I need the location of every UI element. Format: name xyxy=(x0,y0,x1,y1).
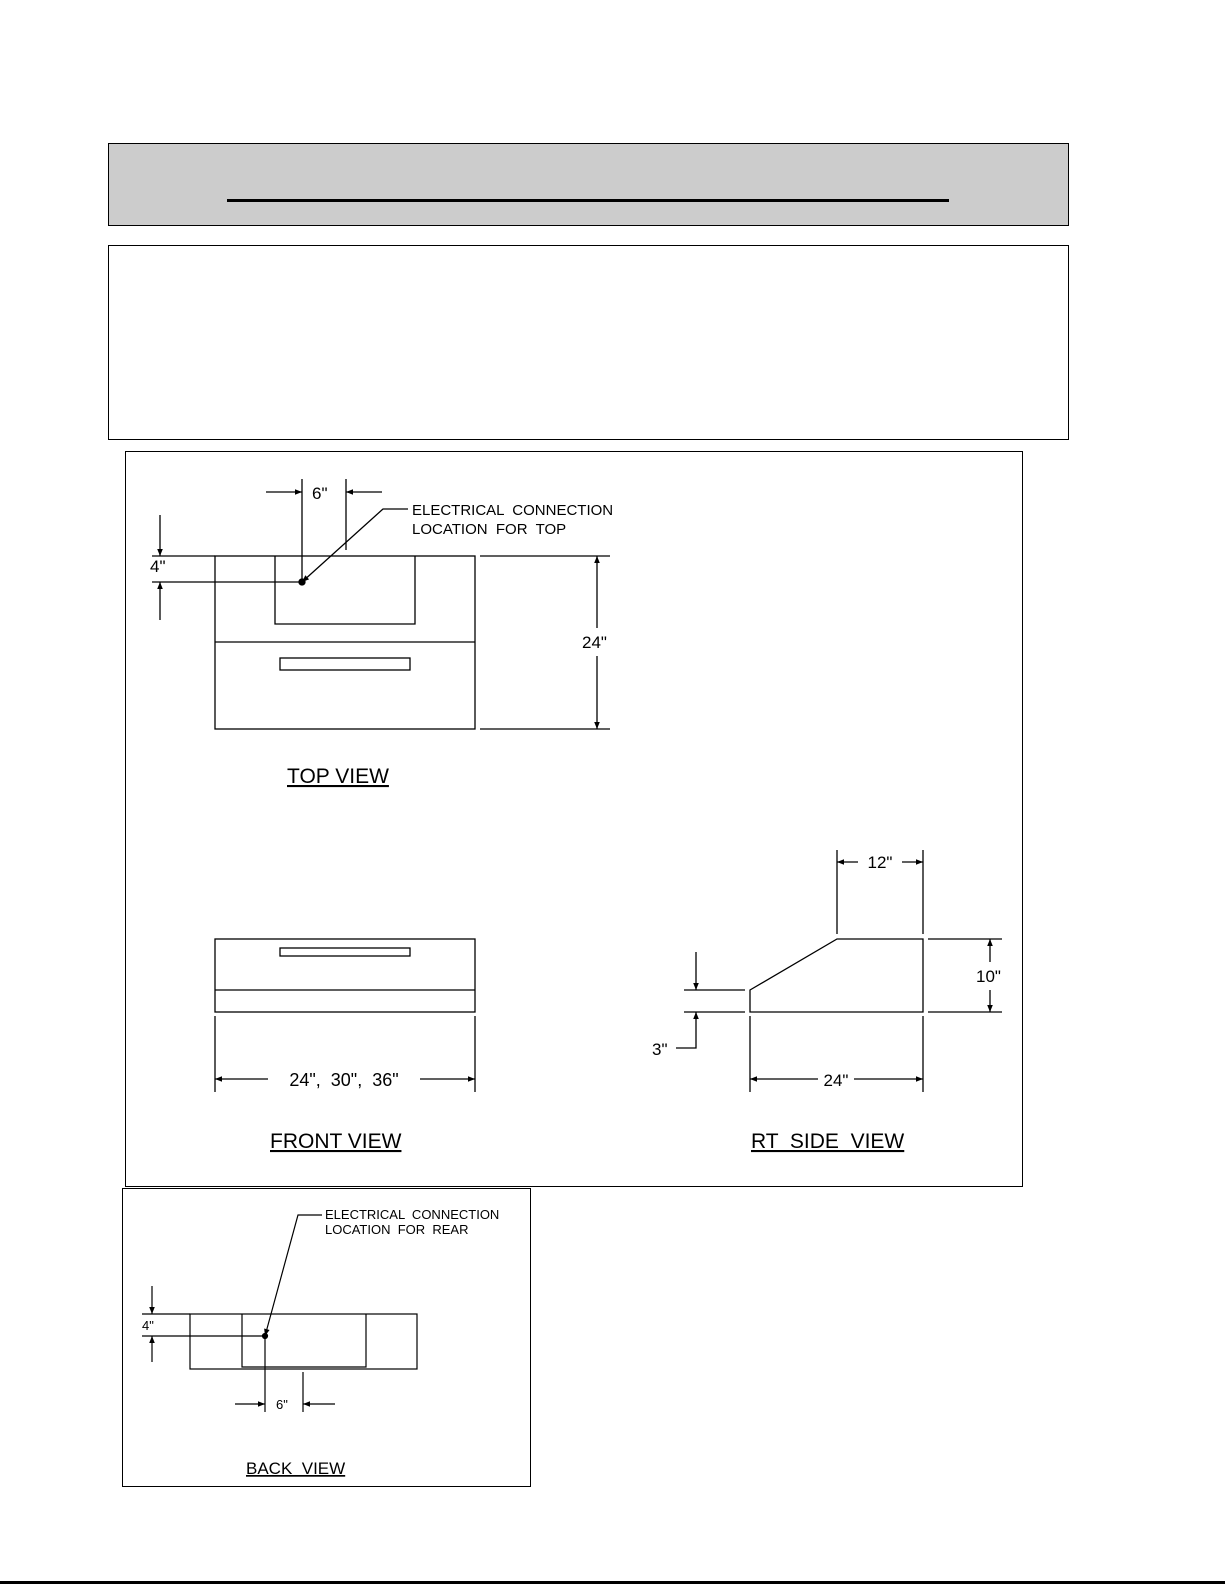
side-dim-3: 3" xyxy=(652,1040,668,1059)
back-view-outline xyxy=(190,1314,417,1369)
front-view-title: FRONT VIEW xyxy=(270,1130,402,1153)
side-dim-12: 12" xyxy=(867,853,893,872)
top-dim-24: 24" xyxy=(582,633,607,652)
back-callout-line-1: ELECTRICAL CONNECTION xyxy=(325,1207,500,1222)
back-dim-6: 6" xyxy=(276,1397,288,1412)
side-view xyxy=(676,850,1002,1092)
top-callout-line-2: LOCATION FOR TOP xyxy=(412,521,567,538)
top-view-title: TOP VIEW xyxy=(287,765,389,788)
back-callout-line-2: LOCATION FOR REAR xyxy=(325,1222,469,1237)
front-view-outline xyxy=(215,939,475,1012)
front-view-slot xyxy=(280,948,410,956)
back-view xyxy=(142,1215,417,1412)
side-view-title: RT SIDE VIEW xyxy=(751,1130,905,1153)
side-dim-24: 24" xyxy=(823,1071,849,1090)
top-view-recess xyxy=(275,556,415,624)
back-dim-4: 4" xyxy=(142,1318,154,1333)
top-callout-line-1: ELECTRICAL CONNECTION xyxy=(412,502,614,519)
side-view-profile xyxy=(750,939,923,1012)
back-view-title: BACK VIEW xyxy=(246,1459,346,1478)
side-dim-10: 10" xyxy=(976,967,1001,986)
top-view-slot xyxy=(280,658,410,670)
top-dim-4: 4" xyxy=(150,557,166,576)
back-view-recess xyxy=(242,1314,366,1367)
front-dim-widths: 24", 30", 36" xyxy=(289,1070,399,1090)
top-dim-6: 6" xyxy=(312,484,328,503)
